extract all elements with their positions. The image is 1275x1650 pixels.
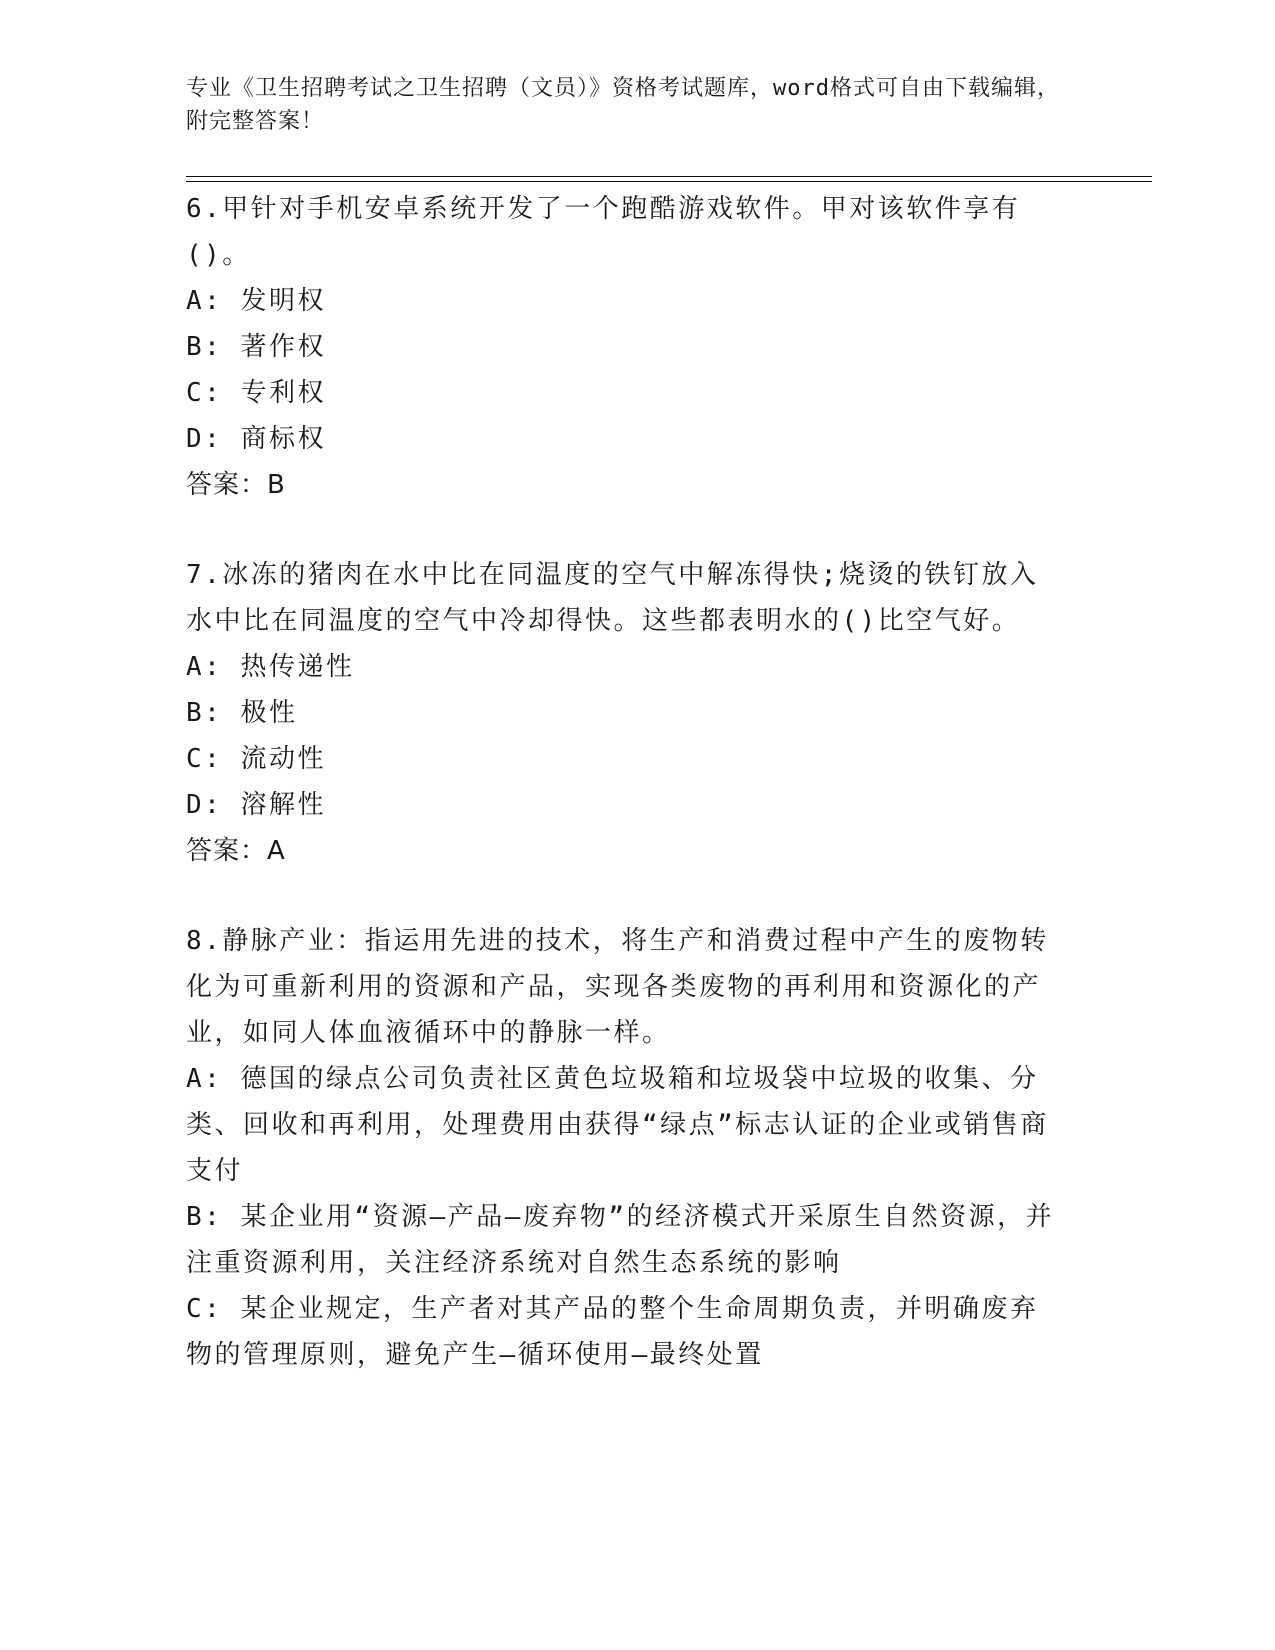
option-b: B: 某企业用“资源—产品—废弃物”的经济模式开采原生自然资源，并注重资源利用，关注经济系统对自然生态系统的影响 bbox=[186, 1202, 1055, 1278]
option-b: B: 极性 bbox=[186, 698, 298, 728]
question-8 bbox=[186, 918, 1066, 1378]
option-d: D: 商标权 bbox=[186, 424, 326, 454]
header-divider-top bbox=[186, 176, 1152, 177]
question-text: 7.冰冻的猪肉在水中比在同温度的空气中解冻得快;烧烫的铁钉放入水中比在同温度的空气中冷却得快。这些都表明水的()比空气好。 bbox=[186, 560, 1039, 636]
option-b: B: 著作权 bbox=[186, 332, 326, 362]
question-7 bbox=[186, 552, 1066, 874]
option-a: A: 发明权 bbox=[186, 286, 326, 316]
option-a: A: 热传递性 bbox=[186, 652, 355, 682]
document-intro: 专业《卫生招聘考试之卫生招聘（文员）》资格考试题库，word格式可自由下载编辑，附完整答案！ bbox=[186, 76, 1060, 134]
option-c: C: 某企业规定，生产者对其产品的整个生命周期负责，并明确废弃物的管理原则，避免产生—循环使用—最终处置 bbox=[186, 1294, 1039, 1370]
header-divider-bottom bbox=[186, 181, 1152, 182]
option-c: C: 专利权 bbox=[186, 378, 326, 408]
question-list bbox=[186, 186, 1066, 1422]
answer: 答案：A bbox=[186, 836, 286, 866]
question-text: 8.静脉产业：指运用先进的技术，将生产和消费过程中产生的废物转化为可重新利用的资源和产品，实现各类废物的再利用和资源化的产业，如同人体血液循环中的静脉一样。 bbox=[186, 926, 1049, 1048]
question-6 bbox=[186, 186, 1066, 508]
option-c: C: 流动性 bbox=[186, 744, 326, 774]
option-d: D: 溶解性 bbox=[186, 790, 326, 820]
option-a: A: 德国的绿点公司负责社区黄色垃圾箱和垃圾袋中垃圾的收集、分类、回收和再利用，处理费用由获得“绿点”标志认证的企业或销售商支付 bbox=[186, 1064, 1049, 1186]
answer: 答案：B bbox=[186, 470, 286, 500]
question-text: 6.甲针对手机安卓系统开发了一个跑酷游戏软件。甲对该软件享有()。 bbox=[186, 194, 1021, 270]
